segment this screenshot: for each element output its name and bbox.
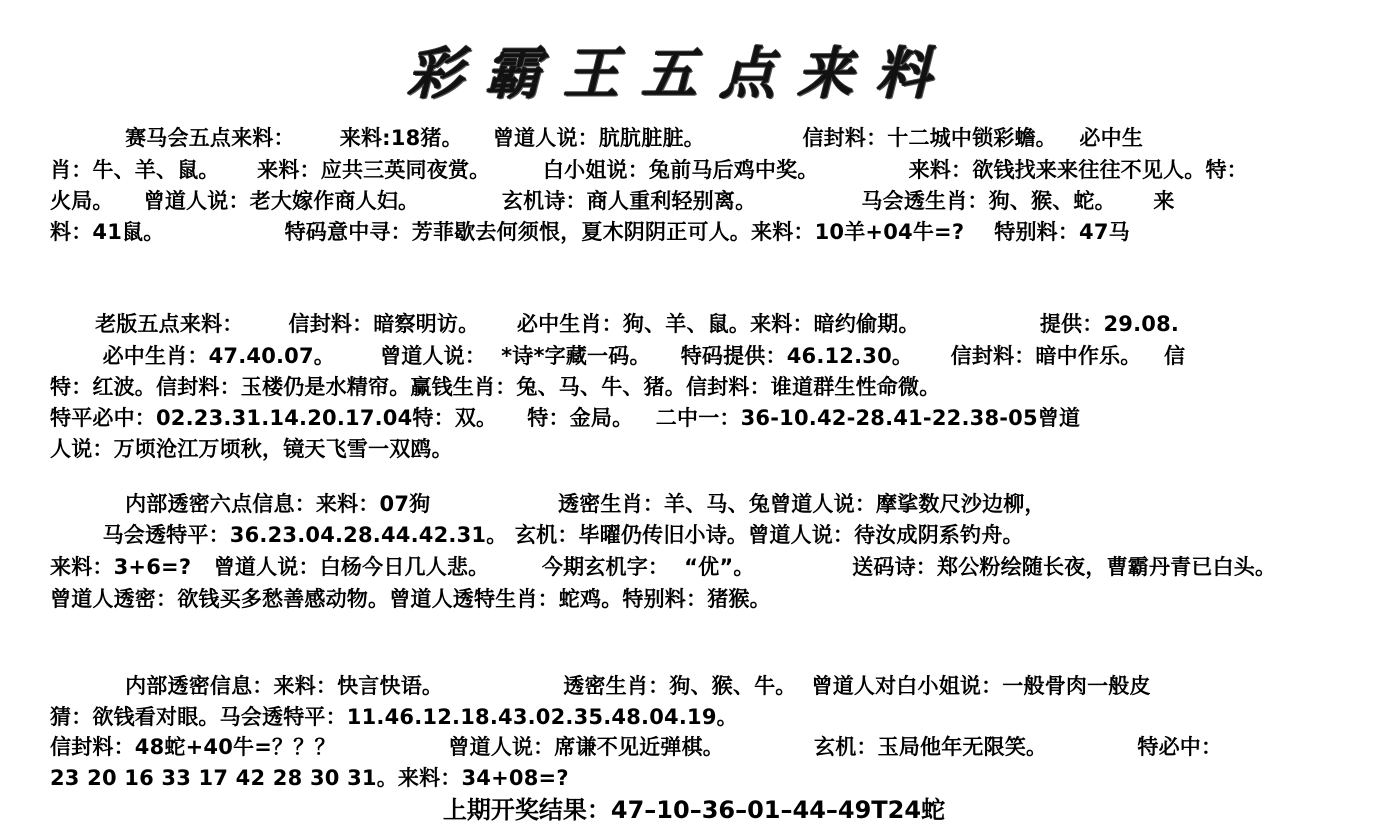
text-line: 猜：欲钱看对眼。马会透特平：11.46.12.18.43.02.35.48.04.19。 [50, 705, 738, 729]
text-line: 火局。 曾道人说：老大嫁作商人妇。 玄机诗：商人重利轻别离。 马会透生肖：狗、猴、蛇。 来 [50, 189, 1175, 213]
text-line: 马会透特平：36.23.04.28.44.42.31。 玄机：毕曜仍传旧小诗。曾道人说：待汝成阴系钓舟。 [50, 523, 1024, 547]
text-line: 老版五点来料： 信封料：暗察明访。 必中生肖：狗、羊、鼠。来料：暗约偷期。 提供：29.08. [50, 312, 1180, 336]
text-line: 内部透密信息：来料：快言快语。 透密生肖：狗、猴、牛。 曾道人对白小姐说：一般骨肉一般皮 [50, 674, 1151, 698]
text-line: 内部透密六点信息：来料：07狗 透密生肖：羊、马、兔曾道人说：摩挲数尺沙边柳， [50, 492, 1046, 516]
text-line: 人说：万顷沧江万顷秋，镜天飞雪一双鸥。 [50, 437, 453, 461]
text-line: 料：41鼠。 特码意中寻：芳菲歇去何须恨，夏木阴阴正可人。来料：10羊+04牛=? 特别料：47马 [50, 220, 1130, 244]
page-title: 彩霸王五点来料 [407, 41, 953, 107]
text-line: 必中生肖：47.40.07。 曾道人说： *诗*字藏一码。 特码提供：46.12.30。 信封料：暗中作乐。 信 [50, 344, 1186, 368]
text-line: 信封料：48蛇+40牛=？？？ 曾道人说：席谦不见近弹棋。 玄机：玉局他年无限笑。 特必中： [50, 735, 1223, 759]
text-line: 赛马会五点来料： 来料:18猪。 曾道人说：肮肮脏脏。 信封料：十二城中锁彩蟾。 必中生 [50, 126, 1144, 150]
last-draw-result: 上期开奖结果：47–10–36–01–44–49T24蛇 [442, 796, 946, 824]
text-line: 肖：牛、羊、鼠。 来料：应共三英同夜赏。 白小姐说：兔前马后鸡中奖。 来料：欲钱找来来往往不见人。特： [50, 158, 1248, 182]
text-line: 来料：3+6=? 曾道人说：白杨今日几人悲。 今期玄机字： “优”。 送码诗：郑公粉绘随长夜，曹霸丹青已白头。 [50, 555, 1277, 579]
text-line: 特：红波。信封料：玉楼仍是水精帘。赢钱生肖：兔、马、牛、猪。信封料：谁道群生性命微。 [50, 375, 941, 399]
text-line: 曾道人透密：欲钱买多愁善感动物。曾道人透特生肖：蛇鸡。特别料：猪猴。 [50, 587, 771, 611]
text-line: 23 20 16 33 17 42 28 30 31。来料：34+08=? [50, 766, 569, 790]
text-line: 特平必中：02.23.31.14.20.17.04特：双。 特：金局。 二中一：36-10.42-28.41-22.38-05曾道 [50, 406, 1081, 430]
